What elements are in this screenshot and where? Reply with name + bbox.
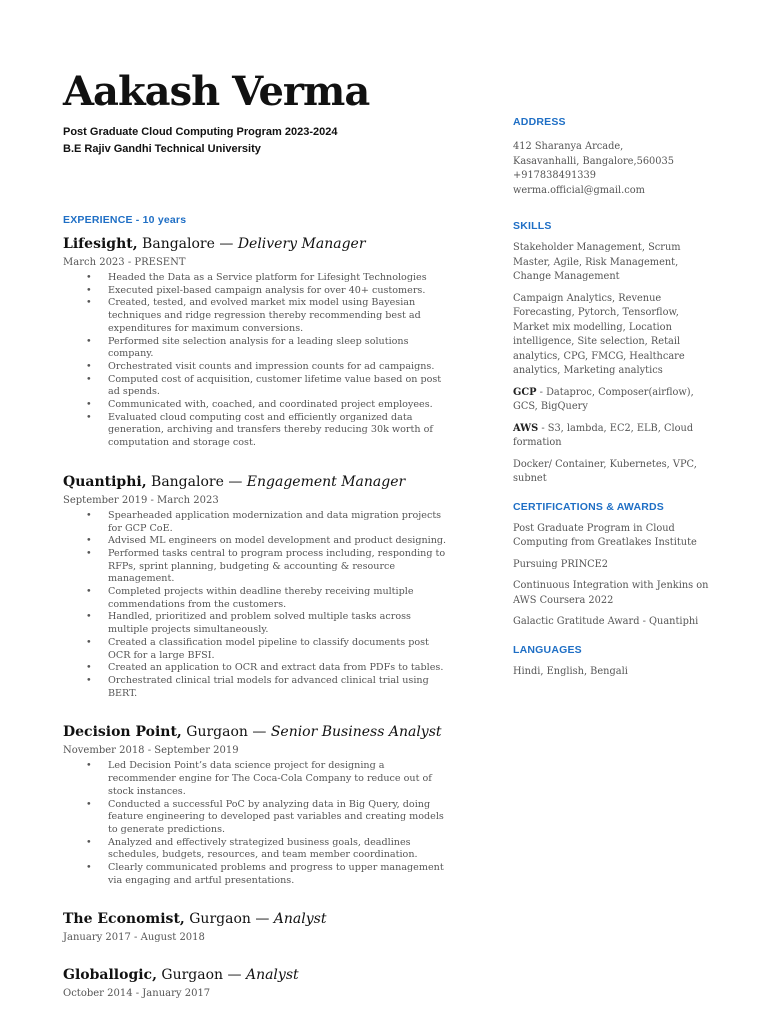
certification-item: Pursuing PRINCE2 xyxy=(513,558,609,570)
bullet-item: • Performed tasks central to program process including, responding to RFPs, sprint planning, budgeting & accounting & resource management. xyxy=(108,548,453,586)
job-location: Gurgaon — xyxy=(156,967,246,984)
certification-item: Post Graduate Program in Cloud Computing from Greatlakes Institute xyxy=(513,522,697,548)
bullet-item: • Evaluated cloud computing cost and efficiently organized data generation, archiving and transfers thereby reducing 30k worth of computation and storage cost. xyxy=(108,412,453,450)
job-title xyxy=(63,909,453,929)
job-location: Bangalore — xyxy=(146,473,247,490)
languages-heading: LANGUAGES xyxy=(513,643,582,656)
education-block xyxy=(63,124,453,158)
certification-item: Continuous Integration with Jenkins on AWS Coursera 2022 xyxy=(513,580,709,606)
skill-group-text: Docker/ Container, Kubernetes, VPC, subnet xyxy=(513,458,697,484)
job-entry xyxy=(63,722,453,887)
bullet-item: • Led Decision Point’s data science project for designing a recommender engine for The Coca-Cola Company to reduce out of stock instances. xyxy=(108,760,453,798)
languages-text: Hindi, English, Bengali xyxy=(513,665,628,677)
bullet-item: • Performed site selection analysis for a leading sleep solutions company. xyxy=(108,336,453,361)
job-title xyxy=(63,965,453,985)
phone-number: +917838491339 xyxy=(513,170,597,181)
bullet-item: • Conducted a successful PoC by analyzing data in Big Query, doing feature engineering to developed past variables and creating models to generate predictions. xyxy=(108,799,453,837)
job-role: Senior Business Analyst xyxy=(270,724,442,741)
experience-list xyxy=(63,234,453,1001)
skill-group xyxy=(513,241,713,285)
bullet-item: • Analyzed and effectively strategized business goals, deadlines schedules, budgets, resources, and team member coordination. xyxy=(108,837,453,862)
job-dates: October 2014 - January 2017 xyxy=(63,988,211,1000)
job-location: Gurgaon — xyxy=(181,724,271,741)
address-heading: ADDRESS xyxy=(513,116,566,128)
job-location: Gurgaon — xyxy=(184,911,274,928)
bullet-item: • Handled, prioritized and problem solved multiple tasks across multiple projects simultaneously. xyxy=(108,611,453,636)
certification-item: Galactic Gratitude Award - Quantiphi xyxy=(513,616,699,627)
bullet-item: • Created an application to OCR and extract data from PDFs to tables. xyxy=(108,662,453,675)
experience-heading: EXPERIENCE - 10 years xyxy=(63,214,187,226)
education-line: Post Graduate Cloud Computing Program 2023-2024 xyxy=(63,126,338,138)
bullet-item: • Orchestrated clinical trial models for advanced clinical trial using BERT. xyxy=(108,675,453,700)
bullet-item: • Spearheaded application modernization and data migration projects for GCP CoE. xyxy=(108,510,453,535)
job-company: The Economist, xyxy=(63,911,185,928)
job-bullets xyxy=(63,760,453,887)
job-dates: March 2023 - PRESENT xyxy=(63,257,186,268)
skill-group xyxy=(513,422,713,451)
address-line: 412 Sharanya Arcade, xyxy=(513,141,624,152)
job-role: Analyst xyxy=(273,911,327,928)
skill-group-text: Stakeholder Management, Scrum Master, Agile, Risk Management, Change Management xyxy=(513,242,681,282)
job-title xyxy=(63,472,453,492)
skill-group-text: Campaign Analytics, Revenue Forecasting, Pytorch, Tensorflow, Market mix modelling, Location intelligence, Site selection, Retail analytics, CPG, FMCG, Healthcare analytics, Marketing analytics xyxy=(513,292,685,376)
job-company: Lifesight, xyxy=(63,236,138,252)
job-role: Engagement Manager xyxy=(246,473,406,490)
job-company: Quantiphi, xyxy=(63,473,147,490)
bullet-item: • Headed the Data as a Service platform for Lifesight Technologies xyxy=(108,272,453,285)
sidebar xyxy=(513,116,713,679)
education-line: B.E Rajiv Gandhi Technical University xyxy=(63,143,261,155)
job-company: Decision Point, xyxy=(63,724,182,741)
job-entry xyxy=(63,472,453,701)
job-title xyxy=(63,722,453,742)
skill-group-text: - S3, lambda, EC2, ELB, Cloud formation xyxy=(513,422,694,448)
job-entry xyxy=(63,234,453,450)
job-location: Bangalore — xyxy=(137,236,238,252)
job-role: Delivery Manager xyxy=(237,236,366,252)
job-role: Analyst xyxy=(245,967,299,984)
job-entry xyxy=(63,909,453,945)
bullet-item: • Clearly communicated problems and progress to upper management via engaging and artful presentations. xyxy=(108,862,453,887)
skill-group-label: GCP xyxy=(513,386,537,398)
address-block xyxy=(513,140,713,198)
job-title xyxy=(63,234,453,254)
skills-block xyxy=(513,241,713,487)
skill-group-label: AWS xyxy=(513,422,539,434)
bullet-item: • Created, tested, and evolved market mix model using Bayesian techniques and ridge regression thereby recommending best ad expenditures for maximum conversions. xyxy=(108,297,453,335)
address-line: Kasavanhalli, Bangalore,560035 xyxy=(513,155,674,167)
job-entry xyxy=(63,965,453,1001)
skills-heading: SKILLS xyxy=(513,220,552,232)
email-address: werma.official@gmail.com xyxy=(513,184,645,196)
job-dates: September 2019 - March 2023 xyxy=(63,494,219,506)
certifications-block xyxy=(513,522,713,630)
skill-group xyxy=(513,386,713,415)
bullet-item: • Created a classification model pipeline to classify documents post OCR for a large BFSI. xyxy=(108,637,453,662)
skill-group xyxy=(513,458,713,487)
candidate-name: Aakash Verma xyxy=(63,68,370,115)
skill-group xyxy=(513,292,713,379)
bullet-item: • Completed projects within deadline thereby receiving multiple commendations from the customers. xyxy=(108,586,453,611)
bullet-item: • Computed cost of acquisition, customer lifetime value based on post ad spends. xyxy=(108,374,453,399)
certifications-heading: CERTIFICATIONS & AWARDS xyxy=(513,500,665,513)
bullet-item: • Communicated with, coached, and coordinated project employees. xyxy=(108,399,453,412)
bullet-item: • Executed pixel-based campaign analysis for over 40+ customers. xyxy=(108,285,453,298)
job-dates: January 2017 - August 2018 xyxy=(63,932,205,944)
job-dates: November 2018 - September 2019 xyxy=(63,745,239,757)
job-bullets xyxy=(63,272,453,450)
job-bullets xyxy=(63,510,453,701)
bullet-item: • Orchestrated visit counts and impression counts for ad campaigns. xyxy=(108,361,453,374)
skill-group-text: - Dataproc, Composer(airflow), GCS, BigQuery xyxy=(513,386,694,412)
bullet-item: • Advised ML engineers on model development and product designing. xyxy=(108,535,453,548)
job-company: Globallogic, xyxy=(63,967,157,984)
main-column xyxy=(63,66,453,1001)
